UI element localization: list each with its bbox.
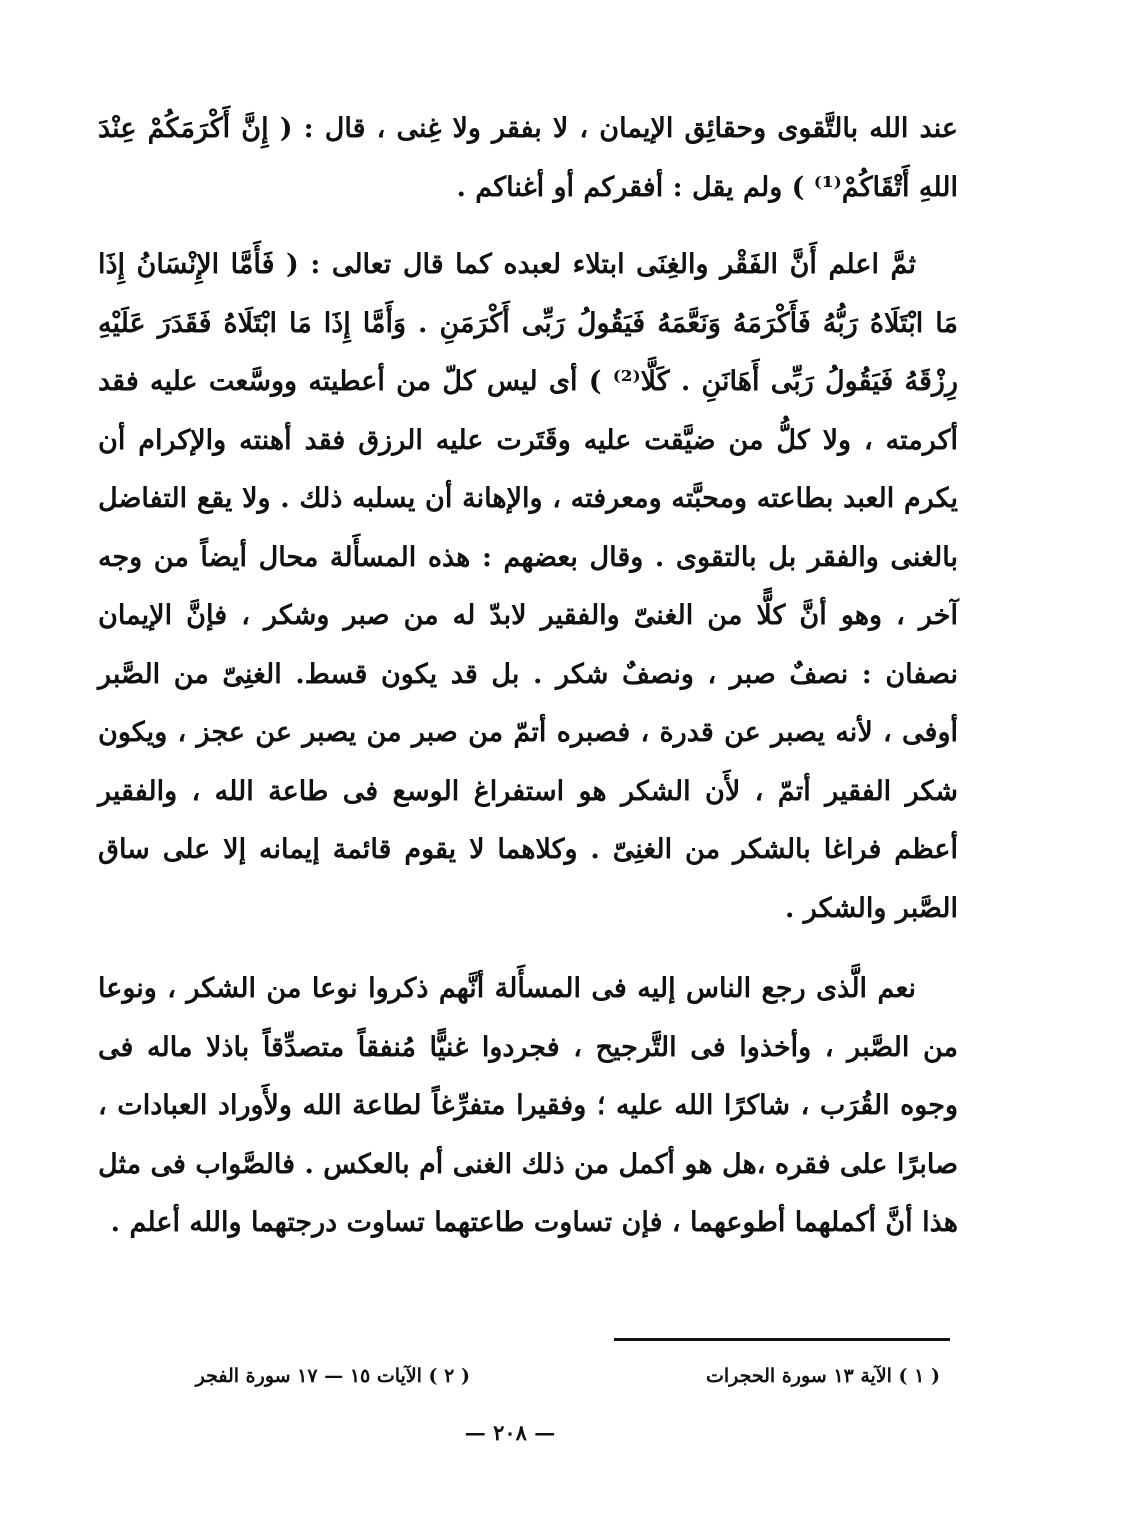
paragraph-2-text: ثمَّ اعلم أَنَّ الفَقْر والغِنَى ابتلاء لعبده كما قال تعالى : ( فَأَمَّا الإِنْسَانُ إِذَا مَا ابْتَلَاهُ رَبُّهُ فَأَكْرَمَهُ وَنَعَّمَهُ فَيَقُولُ رَبِّى أَكْرَمَنِ . وَأَمَّا إِذَا مَا ابْتَلَاهُ فَقَدَرَ عَلَيْهِ رِزْقَهُ فَيَقُولُ رَبِّى أَهَانَنِ . كَلَّا⁽²⁾ ) أى ليس كلّ من أعطيته ووسَّعت عليه فقد أكرمته ، ولا كلُّ من ضيَّقت عليه وقَتَرت عليه الرزق فقد أهنته والإكرام أن يكرم العبد بطاعته ومحبَّته ومعرفته ، والإهانة أن يسلبه ذلك . ولا يقع التفاضل بالغنى والفقر بل بالتقوى . وقال بعضهم : هذه المسأَلة محال أيضاً من وجه آخر ، وهو أنَّ كلًّا من الغنىّ والفقير لابدّ له من صبر وشكر ، فإنَّ الإيمان نصفان : نصفٌ صبر ، ونصفٌ شكر . بل قد يكون قسط. الغنِىّ من الصَّبر أوفى ، لأنه يصبر عن قدرة ، فصبره أتمّ من صبر من يصبر عن عجز ، ويكون شكر الفقير أتمّ ، لأَن الشكر هو استفراغ الوسع فى طاعة الله ، والفقير أعظم فراغا بالشكر من الغنِىّ . وكلاهما لا يقوم قائمة إيمانه إلا على ساق الصَّبر والشكر .	[98, 249, 958, 924]
paragraph-1	[98, 100, 958, 217]
footnote-1: ( ١ ) الآية ١٣ سورة الحجرات	[705, 1365, 940, 1387]
paragraph-3-line	[98, 960, 958, 1253]
paragraph-1-text: عند الله بالتَّقوى وحقائِق الإيمان ، لا بفقر ولا غِنى ، قال : ( إِنَّ أَكْرَمَكُمْ عِنْدَ اللهِ أَتْقَاكُمْ⁽¹⁾ ) ولم يقل : أفقركم أو أغناكم .	[98, 113, 958, 203]
paragraph-2	[98, 236, 958, 938]
paragraph-3-text: نعم الَّذى رجع الناس إليه فى المسأَلة أنَّهم ذكروا نوعا من الشكر ، ونوعا من الصَّبر ، وأخذوا فى التَّرجيح ، فجردوا غنيًّا مُنفقاً متصدِّقاً باذلا ماله فى وجوه القُرَب ، شاكرًا الله عليه ؛ وفقيرا متفرِّغاً لطاعة الله ولأَوراد العبادات ، صابرًا على فقره ،هل هو أكمل من ذلك الغنى أم بالعكس . فالصَّواب فى مثل هذا أنَّ أكملهما أطوعهما ، فإن تساوت طاعتهما تساوت درجتهما والله أعلم .	[98, 973, 958, 1238]
paragraph-3	[98, 960, 958, 1253]
page-number: — ٢٠٨ —	[464, 1420, 556, 1445]
footnote-divider	[614, 1338, 950, 1341]
footnotes	[150, 1359, 940, 1393]
footnote-2: ( ٢ ) الآيات ١٥ — ١٧ سورة الفجر	[195, 1365, 470, 1387]
paragraph-2-line	[98, 236, 958, 938]
